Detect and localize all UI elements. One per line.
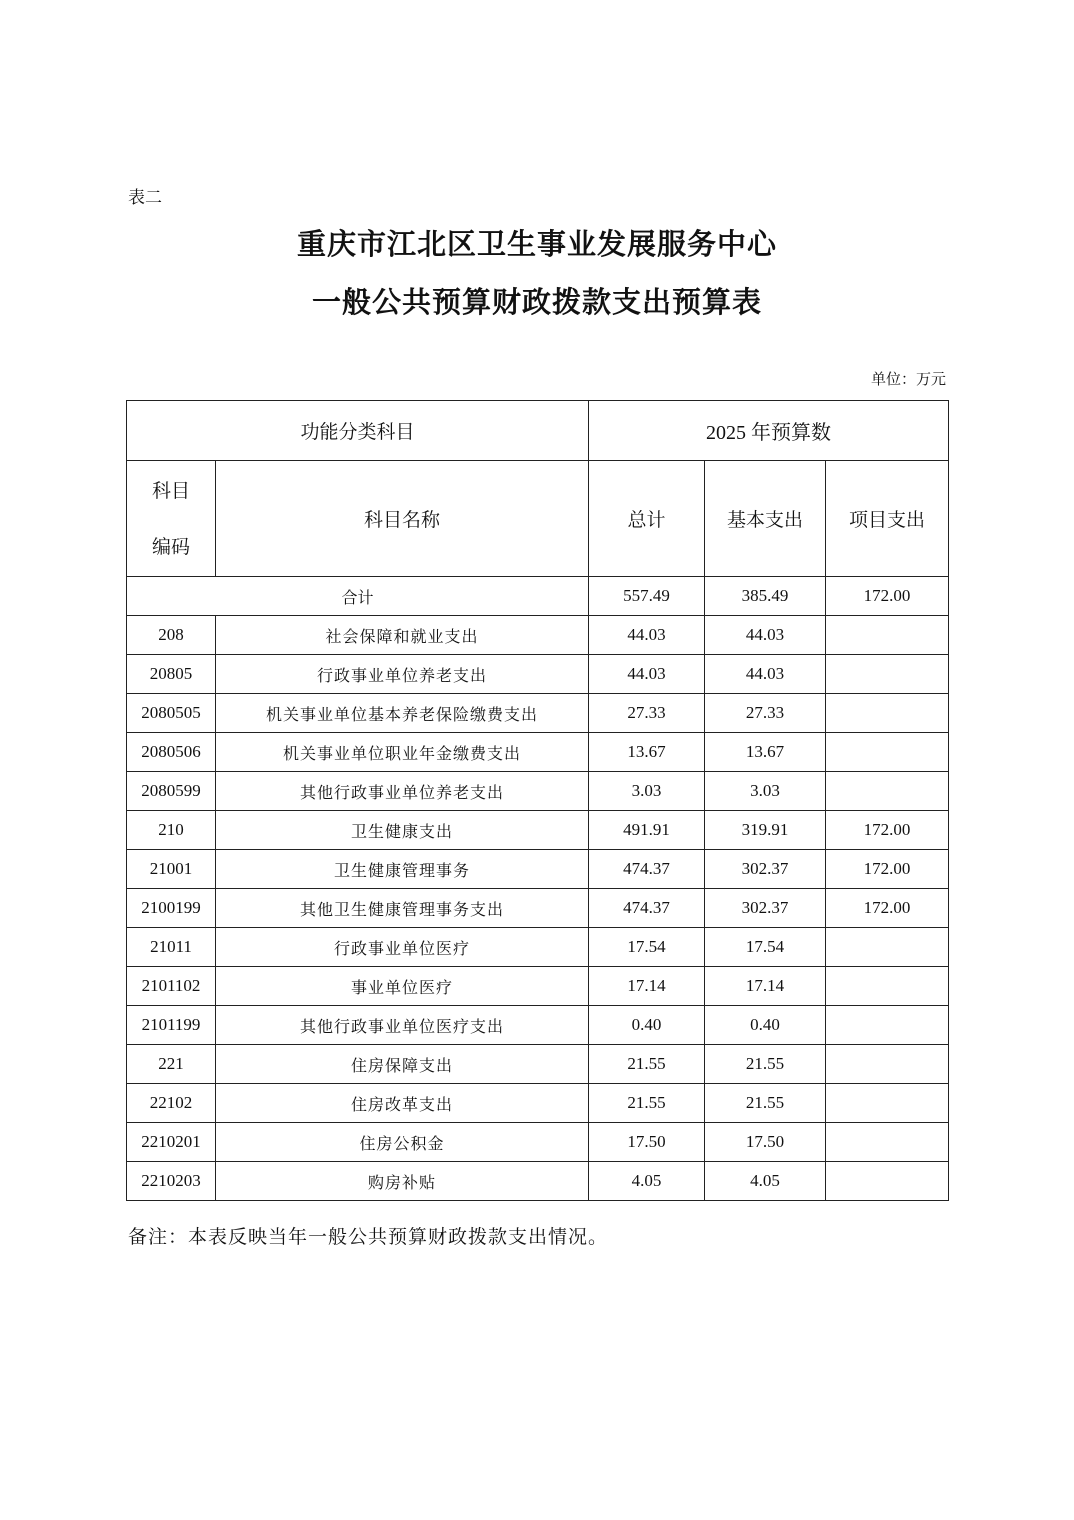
total-project: 172.00 — [826, 577, 949, 616]
row-code: 2080506 — [127, 733, 216, 772]
row-name: 卫生健康支出 — [216, 811, 589, 850]
row-project — [826, 733, 949, 772]
row-project — [826, 772, 949, 811]
row-name: 住房改革支出 — [216, 1084, 589, 1123]
row-basic: 4.05 — [705, 1162, 826, 1201]
row-name: 社会保障和就业支出 — [216, 616, 589, 655]
row-total: 44.03 — [589, 616, 705, 655]
row-project — [826, 616, 949, 655]
row-total: 17.50 — [589, 1123, 705, 1162]
total-basic: 385.49 — [705, 577, 826, 616]
row-code: 2210201 — [127, 1123, 216, 1162]
row-code: 2101102 — [127, 967, 216, 1006]
project-header: 项目支出 — [826, 461, 949, 577]
row-total: 0.40 — [589, 1006, 705, 1045]
row-basic: 21.55 — [705, 1045, 826, 1084]
header-row-1 — [127, 401, 949, 461]
row-code: 2100199 — [127, 889, 216, 928]
table-row — [127, 928, 949, 967]
year-budget-header: 2025 年预算数 — [589, 401, 949, 461]
row-name: 机关事业单位基本养老保险缴费支出 — [216, 694, 589, 733]
table-row — [127, 616, 949, 655]
header-row-2 — [127, 461, 949, 577]
row-code: 22102 — [127, 1084, 216, 1123]
total-row — [127, 577, 949, 616]
code-header — [127, 461, 216, 577]
unit-label: 单位：万元 — [870, 370, 946, 388]
row-basic: 0.40 — [705, 1006, 826, 1045]
row-total: 17.14 — [589, 967, 705, 1006]
total-header: 总计 — [589, 461, 705, 577]
row-name: 购房补贴 — [216, 1162, 589, 1201]
row-basic: 13.67 — [705, 733, 826, 772]
row-project: 172.00 — [826, 889, 949, 928]
row-basic: 27.33 — [705, 694, 826, 733]
row-code: 20805 — [127, 655, 216, 694]
row-project — [826, 694, 949, 733]
row-basic: 17.50 — [705, 1123, 826, 1162]
row-total: 491.91 — [589, 811, 705, 850]
row-basic: 44.03 — [705, 616, 826, 655]
row-total: 44.03 — [589, 655, 705, 694]
row-code: 2101199 — [127, 1006, 216, 1045]
row-basic: 17.54 — [705, 928, 826, 967]
row-total: 474.37 — [589, 850, 705, 889]
page-subtitle: 一般公共预算财政拨款支出预算表 — [311, 285, 762, 319]
row-code: 2210203 — [127, 1162, 216, 1201]
code-header-line1: 科目 — [151, 479, 190, 502]
row-project — [826, 967, 949, 1006]
row-name: 住房公积金 — [216, 1123, 589, 1162]
total-sum: 557.49 — [589, 577, 705, 616]
table-row — [127, 811, 949, 850]
table-row — [127, 694, 949, 733]
row-basic: 3.03 — [705, 772, 826, 811]
footnote: 备注：本表反映当年一般公共预算财政拨款支出情况。 — [128, 1226, 609, 1248]
code-header-line2: 编码 — [151, 535, 190, 558]
row-total: 3.03 — [589, 772, 705, 811]
row-total: 4.05 — [589, 1162, 705, 1201]
row-name: 其他行政事业单位医疗支出 — [216, 1006, 589, 1045]
table-row — [127, 772, 949, 811]
row-basic: 44.03 — [705, 655, 826, 694]
row-code: 210 — [127, 811, 216, 850]
row-project — [826, 655, 949, 694]
row-name: 其他行政事业单位养老支出 — [216, 772, 589, 811]
row-total: 13.67 — [589, 733, 705, 772]
row-code: 208 — [127, 616, 216, 655]
row-code: 2080599 — [127, 772, 216, 811]
category-header: 功能分类科目 — [127, 401, 589, 461]
row-code: 2080505 — [127, 694, 216, 733]
budget-table — [126, 400, 949, 1201]
page-title: 重庆市江北区卫生事业发展服务中心 — [296, 227, 777, 261]
row-name: 其他卫生健康管理事务支出 — [216, 889, 589, 928]
row-code: 21001 — [127, 850, 216, 889]
table-row — [127, 1045, 949, 1084]
table-row — [127, 1084, 949, 1123]
row-total: 27.33 — [589, 694, 705, 733]
table-row — [127, 850, 949, 889]
table-label: 表二 — [128, 188, 162, 208]
row-basic: 17.14 — [705, 967, 826, 1006]
row-name: 行政事业单位养老支出 — [216, 655, 589, 694]
table-row — [127, 655, 949, 694]
table-row — [127, 1006, 949, 1045]
row-total: 474.37 — [589, 889, 705, 928]
row-name: 机关事业单位职业年金缴费支出 — [216, 733, 589, 772]
row-basic: 302.37 — [705, 850, 826, 889]
row-total: 17.54 — [589, 928, 705, 967]
table-row — [127, 1123, 949, 1162]
row-code: 221 — [127, 1045, 216, 1084]
basic-header: 基本支出 — [705, 461, 826, 577]
row-project — [826, 928, 949, 967]
row-project — [826, 1162, 949, 1201]
row-total: 21.55 — [589, 1045, 705, 1084]
row-code: 21011 — [127, 928, 216, 967]
row-project — [826, 1045, 949, 1084]
name-header: 科目名称 — [216, 461, 589, 577]
row-project — [826, 1123, 949, 1162]
row-basic: 319.91 — [705, 811, 826, 850]
total-label: 合计 — [127, 577, 589, 616]
row-project — [826, 1084, 949, 1123]
row-basic: 302.37 — [705, 889, 826, 928]
row-basic: 21.55 — [705, 1084, 826, 1123]
row-name: 住房保障支出 — [216, 1045, 589, 1084]
row-name: 行政事业单位医疗 — [216, 928, 589, 967]
table-row — [127, 733, 949, 772]
row-project: 172.00 — [826, 811, 949, 850]
row-name: 事业单位医疗 — [216, 967, 589, 1006]
row-name: 卫生健康管理事务 — [216, 850, 589, 889]
table-row — [127, 1162, 949, 1201]
row-project — [826, 1006, 949, 1045]
table-row — [127, 967, 949, 1006]
row-total: 21.55 — [589, 1084, 705, 1123]
table-row — [127, 889, 949, 928]
row-project: 172.00 — [826, 850, 949, 889]
